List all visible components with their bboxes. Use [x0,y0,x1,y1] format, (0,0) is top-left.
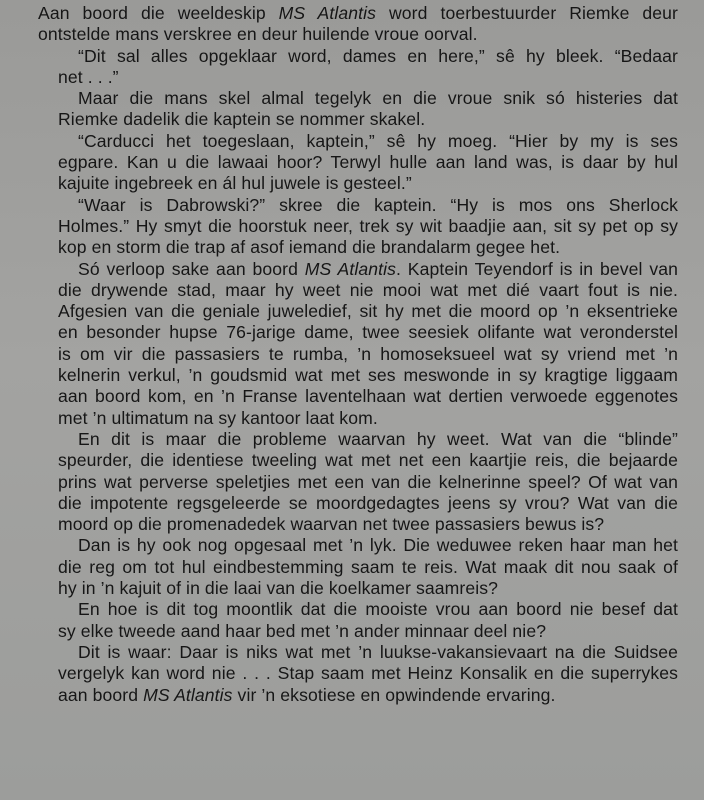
paragraph [38,131,678,195]
ship-name: MS Atlantis [278,3,377,23]
ship-name: MS Atlantis [143,684,233,705]
text-line: vergelyk kan word nie . . . Stap saam met Heinz Konsalik en die superrykes [58,663,678,684]
text-line: die impotente regsgeleerde se moordgedagtes jeens sy vrou? Wat van die [58,492,678,513]
text-line: egpare. Kan u die lawaai hoor? Terwyl hulle aan land was, is daar by hul [58,152,678,173]
text-line: sy elke tweede aand haar bed met ’n ander minnaar deel nie? [58,620,547,641]
text-line: net . . .” [58,66,119,87]
text-line: Afgesien van die geniale juweledief, sit hy met die moord op ’n eksentrieke [58,301,678,322]
text-line: Aan boord die weeldeskip MS Atlantis word toerbestuurder Riemke deur [38,3,679,23]
text-line: die reg om tot hul eindbestemming saam te reis. Wat maak dit nou saak of [58,556,678,577]
text-line: moord op die promenadedek waarvan net twee passasiers bewus is? [58,514,605,535]
text-line: kop en storm die trap af asof iemand die brandalarm gegee het. [58,237,561,258]
paragraph [38,259,678,429]
text-line: met ’n ultimatum na sy kantoor laat kom. [58,407,378,428]
ship-name: MS Atlantis [304,258,397,279]
text-line: en besonder hupse 76-jarige dame, twee seesiek olifante wat veronderstel [58,322,678,343]
text-line: kajuite ingebreek en ál hul juwele is gesteel.” [58,173,412,194]
text-line: is om vir die passasiers te rumba, ’n homoseksueel wat sy vriend met ’n [58,343,678,364]
paragraph [38,642,678,706]
text-line: die drywende stad, maar hy weet nie mooi wat met dié vaart fout is nie. [58,279,678,300]
text-line: aan boord kom, en ’n Franse laventelhaan wat dertien verwoede eggenotes [58,386,678,407]
text-line: Holmes.” Hy smyt die hoorstuk neer, trek sy wit baadjie aan, sit sy pet op sy [58,215,678,236]
paragraph [38,599,678,642]
text-line: speurder, die identiese tweeling wat met net een kaartjie reis, die bejaarde [58,450,678,471]
text-line: aan boord MS Atlantis vir ’n eksotiese en opwindende ervaring. [58,684,556,705]
text-line: Riemke dadelik die kaptein se nommer skakel. [58,109,426,130]
text-line: ontstelde mans verskree en deur huilende vroue oorval. [38,24,478,45]
text-line: En hoe is dit tog moontlik dat die mooiste vrou aan boord nie besef dat [78,599,678,620]
paragraph [38,88,678,131]
text-line: “Carducci het toegeslaan, kaptein,” sê hy moeg. “Hier by my is ses [78,130,678,151]
text-line: prins wat perverse speletjies met een van die kelnerinne speel? Of wat van [58,471,678,492]
paragraph [38,429,678,535]
text-line: Dit is waar: Daar is niks wat met ’n luukse-vakansievaart na die Suidsee [78,641,678,662]
text-line: kelnerin verkul, ’n goudsmid wat met ses meswonde in sy kragtige liggaam [58,365,678,386]
text-line: En dit is maar die probleme waarvan hy weet. Wat van die “blinde” [78,428,678,449]
text-line: Maar die mans skel almal tegelyk en die vroue snik só histeries dat [78,88,678,109]
text-line: hy in ’n kajuit of in die laai van die koelkamer saamreis? [58,578,498,599]
text-line: Dan is hy ook nog opgesaal met ’n lyk. Die weduwee reken haar man het [78,535,678,556]
paragraph [38,46,678,89]
text-line: “Waar is Dabrowski?” skree die kaptein. “Hy is mos ons Sherlock [78,194,678,215]
paragraph [38,535,678,599]
paragraph [38,195,678,259]
text-line: Só verloop sake aan boord MS Atlantis. Kaptein Teyendorf is in bevel van [78,258,679,279]
text-line: “Dit sal alles opgeklaar word, dames en here,” sê hy bleek. “Bedaar [78,45,678,66]
paragraph [38,3,678,46]
